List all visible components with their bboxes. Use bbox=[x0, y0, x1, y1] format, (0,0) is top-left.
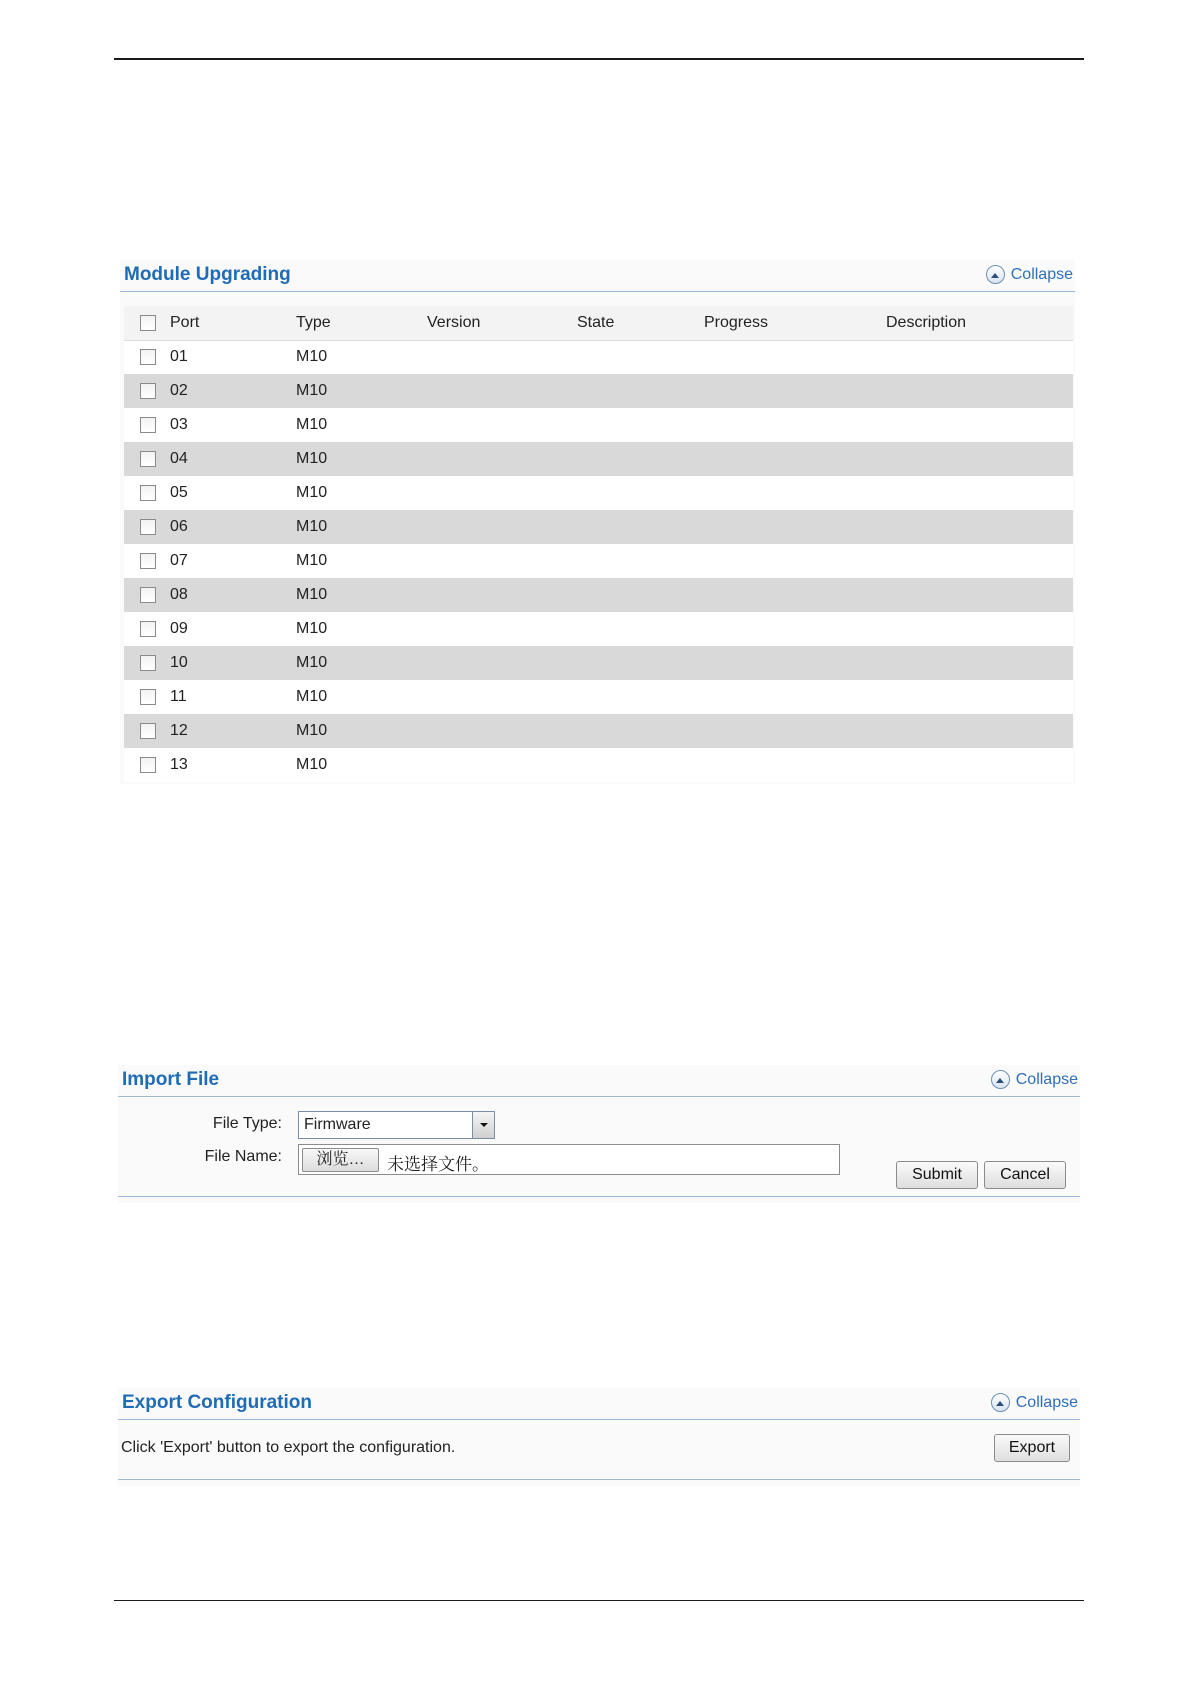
cell-type: M10 bbox=[296, 416, 328, 433]
file-type-label: File Type: bbox=[212, 1115, 282, 1132]
module-upgrading-panel bbox=[120, 260, 1075, 784]
table-row bbox=[124, 442, 1073, 476]
column-header-description[interactable]: Description bbox=[886, 313, 967, 331]
column-header-type[interactable]: Type bbox=[296, 313, 331, 331]
column-header-state[interactable]: State bbox=[577, 313, 615, 331]
collapse-button[interactable] bbox=[991, 1393, 1078, 1412]
cell-type: M10 bbox=[296, 756, 328, 773]
cell-progress bbox=[704, 408, 886, 442]
cell-port: 12 bbox=[170, 722, 188, 739]
cell-version bbox=[427, 408, 577, 442]
cell-progress bbox=[704, 442, 886, 476]
cell-port: 04 bbox=[170, 450, 188, 467]
cell-state bbox=[577, 340, 704, 374]
cell-state bbox=[577, 714, 704, 748]
cancel-button[interactable]: Cancel bbox=[984, 1161, 1066, 1189]
row-checkbox[interactable] bbox=[140, 689, 156, 705]
panel-divider bbox=[118, 1196, 1080, 1197]
column-header-port[interactable]: Port bbox=[170, 313, 200, 331]
row-checkbox-cell bbox=[124, 374, 170, 408]
panel-divider bbox=[118, 1479, 1080, 1480]
cell-state bbox=[577, 510, 704, 544]
cell-description bbox=[886, 408, 1073, 442]
cell-description bbox=[886, 544, 1073, 578]
export-instruction: Click 'Export' button to export the configuration. bbox=[121, 1439, 456, 1456]
table-header-row bbox=[124, 306, 1073, 340]
row-checkbox[interactable] bbox=[140, 757, 156, 773]
file-name-input[interactable] bbox=[298, 1144, 840, 1175]
table-row bbox=[124, 374, 1073, 408]
cell-port: 11 bbox=[170, 688, 187, 705]
cell-version bbox=[427, 714, 577, 748]
cell-version bbox=[427, 374, 577, 408]
chevron-down-icon[interactable] bbox=[472, 1112, 494, 1138]
row-checkbox[interactable] bbox=[140, 519, 156, 535]
table-row bbox=[124, 544, 1073, 578]
cell-version bbox=[427, 340, 577, 374]
cell-type: M10 bbox=[296, 654, 328, 671]
cell-port: 10 bbox=[170, 654, 188, 671]
row-checkbox-cell bbox=[124, 442, 170, 476]
row-checkbox[interactable] bbox=[140, 485, 156, 501]
cell-type: M10 bbox=[296, 722, 328, 739]
cell-description bbox=[886, 374, 1073, 408]
row-checkbox[interactable] bbox=[140, 553, 156, 569]
cell-port: 08 bbox=[170, 586, 188, 603]
file-name-label: File Name: bbox=[204, 1148, 282, 1165]
cell-progress bbox=[704, 510, 886, 544]
cell-state bbox=[577, 544, 704, 578]
row-checkbox-cell bbox=[124, 476, 170, 510]
cell-description bbox=[886, 442, 1073, 476]
cell-description bbox=[886, 612, 1073, 646]
cell-state bbox=[577, 646, 704, 680]
cell-version bbox=[427, 442, 577, 476]
cell-port: 02 bbox=[170, 382, 188, 399]
cell-state bbox=[577, 408, 704, 442]
cell-state bbox=[577, 476, 704, 510]
cell-type: M10 bbox=[296, 484, 328, 501]
cell-port: 06 bbox=[170, 518, 188, 535]
cell-port: 13 bbox=[170, 756, 188, 773]
table-row bbox=[124, 578, 1073, 612]
cell-version bbox=[427, 612, 577, 646]
row-checkbox-cell bbox=[124, 408, 170, 442]
cell-port: 03 bbox=[170, 416, 188, 433]
row-checkbox-cell bbox=[124, 748, 170, 782]
cell-port: 09 bbox=[170, 620, 188, 637]
file-type-value: Firmware bbox=[304, 1116, 371, 1133]
cell-progress bbox=[704, 748, 886, 782]
table-row bbox=[124, 748, 1073, 782]
file-type-select[interactable] bbox=[298, 1111, 495, 1139]
cell-progress bbox=[704, 714, 886, 748]
module-table bbox=[124, 306, 1073, 782]
table-row bbox=[124, 714, 1073, 748]
row-checkbox[interactable] bbox=[140, 621, 156, 637]
cell-type: M10 bbox=[296, 348, 328, 366]
cell-version bbox=[427, 476, 577, 510]
table-row bbox=[124, 646, 1073, 680]
cell-version bbox=[427, 578, 577, 612]
export-configuration-header bbox=[118, 1388, 1080, 1420]
page-top-rule bbox=[114, 58, 1084, 60]
table-row bbox=[124, 476, 1073, 510]
cell-progress bbox=[704, 476, 886, 510]
row-checkbox[interactable] bbox=[140, 655, 156, 671]
cell-version bbox=[427, 544, 577, 578]
cell-description bbox=[886, 510, 1073, 544]
cell-type: M10 bbox=[296, 382, 328, 399]
import-file-panel bbox=[118, 1065, 1080, 1203]
row-checkbox[interactable] bbox=[140, 587, 156, 603]
module-upgrading-header bbox=[120, 260, 1075, 292]
cell-state bbox=[577, 748, 704, 782]
panel-title: Export Configuration bbox=[122, 1392, 312, 1413]
cell-description bbox=[886, 476, 1073, 510]
cell-type: M10 bbox=[296, 450, 328, 467]
row-checkbox[interactable] bbox=[140, 417, 156, 433]
cell-progress bbox=[704, 374, 886, 408]
cell-type: M10 bbox=[296, 552, 328, 569]
table-row bbox=[124, 612, 1073, 646]
cell-state bbox=[577, 680, 704, 714]
select-all-checkbox[interactable] bbox=[140, 315, 156, 331]
table-row bbox=[124, 408, 1073, 442]
browse-button[interactable]: 浏览… bbox=[302, 1148, 379, 1172]
cell-state bbox=[577, 374, 704, 408]
cell-state bbox=[577, 442, 704, 476]
cell-type: M10 bbox=[296, 688, 328, 705]
cell-type: M10 bbox=[296, 586, 328, 603]
row-checkbox-cell bbox=[124, 510, 170, 544]
row-checkbox-cell bbox=[124, 612, 170, 646]
cell-state bbox=[577, 578, 704, 612]
collapse-button[interactable] bbox=[986, 265, 1073, 284]
row-checkbox[interactable] bbox=[140, 383, 156, 399]
export-configuration-panel bbox=[118, 1388, 1080, 1486]
collapse-label: Collapse bbox=[1015, 1393, 1078, 1411]
cell-port: 01 bbox=[170, 348, 188, 366]
cell-description bbox=[886, 680, 1073, 714]
row-checkbox-cell bbox=[124, 714, 170, 748]
row-checkbox-cell bbox=[124, 646, 170, 680]
row-checkbox[interactable] bbox=[140, 723, 156, 739]
row-checkbox-cell bbox=[124, 340, 170, 374]
panel-title: Import File bbox=[122, 1069, 220, 1090]
row-checkbox-cell bbox=[124, 578, 170, 612]
row-checkbox-cell bbox=[124, 680, 170, 714]
collapse-up-icon bbox=[986, 265, 1005, 284]
cell-port: 07 bbox=[170, 552, 188, 569]
cell-progress bbox=[704, 578, 886, 612]
row-checkbox[interactable] bbox=[140, 451, 156, 467]
cell-description bbox=[886, 748, 1073, 782]
column-header-progress[interactable]: Progress bbox=[704, 313, 769, 331]
cell-type: M10 bbox=[296, 620, 328, 637]
cell-progress bbox=[704, 680, 886, 714]
cell-version bbox=[427, 680, 577, 714]
cell-progress bbox=[704, 612, 886, 646]
cell-progress bbox=[704, 544, 886, 578]
table-row bbox=[124, 680, 1073, 714]
submit-button[interactable]: Submit bbox=[896, 1161, 978, 1189]
cell-port: 05 bbox=[170, 484, 188, 501]
row-checkbox-cell bbox=[124, 544, 170, 578]
cell-type: M10 bbox=[296, 518, 328, 535]
collapse-button[interactable] bbox=[991, 1070, 1078, 1089]
row-checkbox[interactable] bbox=[140, 349, 156, 365]
file-status-text: 未选择文件。 bbox=[387, 1155, 489, 1174]
cell-version bbox=[427, 510, 577, 544]
cell-version bbox=[427, 748, 577, 782]
cell-version bbox=[427, 646, 577, 680]
table-row bbox=[124, 340, 1073, 374]
cell-description bbox=[886, 578, 1073, 612]
cell-description bbox=[886, 646, 1073, 680]
import-file-header bbox=[118, 1065, 1080, 1097]
page-bottom-rule bbox=[114, 1600, 1084, 1601]
collapse-up-icon bbox=[991, 1070, 1010, 1089]
panel-title: Module Upgrading bbox=[124, 264, 291, 285]
export-button[interactable]: Export bbox=[994, 1434, 1070, 1462]
cell-description bbox=[886, 340, 1073, 374]
cell-progress bbox=[704, 646, 886, 680]
cell-state bbox=[577, 612, 704, 646]
cell-description bbox=[886, 714, 1073, 748]
cell-progress bbox=[704, 340, 886, 374]
collapse-up-icon bbox=[991, 1393, 1010, 1412]
collapse-label: Collapse bbox=[1010, 265, 1073, 283]
table-row bbox=[124, 510, 1073, 544]
column-header-version[interactable]: Version bbox=[427, 313, 481, 331]
collapse-label: Collapse bbox=[1015, 1070, 1078, 1088]
